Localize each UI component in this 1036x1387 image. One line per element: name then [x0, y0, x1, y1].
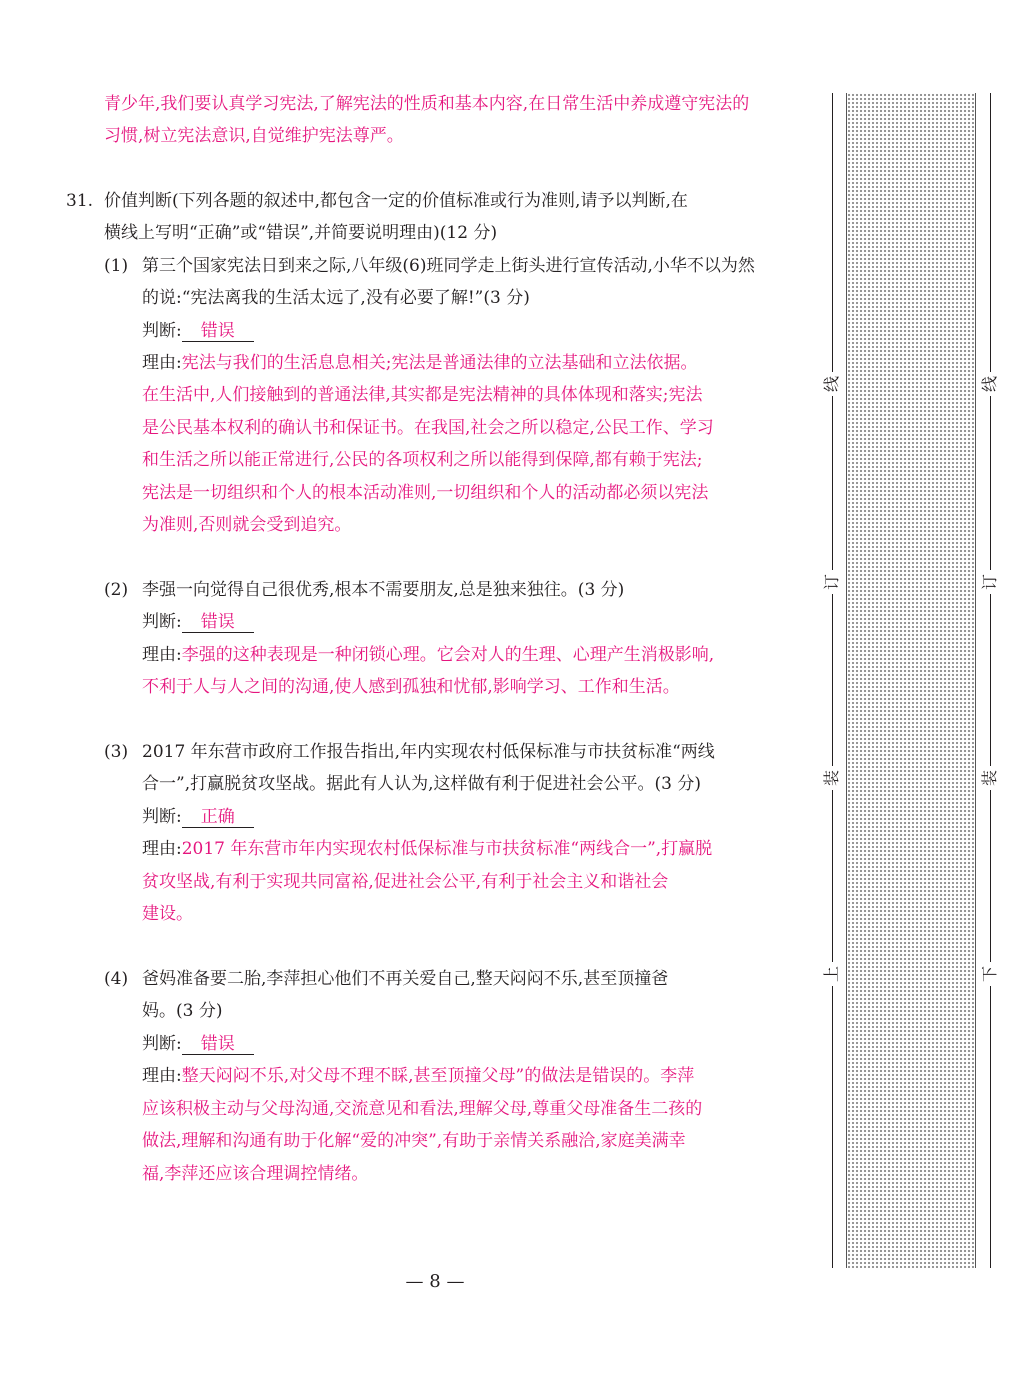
part-3-stem-line-1: 2017 年东营市政府工作报告指出,年内实现农村低保标准与市扶贫标准“两线: [142, 742, 715, 762]
part-4-id: (4): [104, 969, 129, 989]
part-1-id: (1): [104, 256, 129, 276]
part-4-judgment: 错误: [182, 1034, 254, 1055]
part-4-reason-line-4: 福,李萍还应该合理调控情绪。: [142, 1164, 369, 1184]
part-1-judgment: 错误: [182, 321, 254, 342]
part-3-id: (3): [104, 742, 129, 762]
part-3-judgment: 正确: [182, 807, 254, 828]
intro-line-2: 习惯,树立宪法意识,自觉维护宪法尊严。: [104, 126, 404, 146]
part-1-reason-line-6: 为准则,否则就会受到追究。: [142, 515, 352, 535]
reason-label: 理由:: [142, 645, 182, 665]
question-stem-line-2: 横线上写明“正确”或“错误”,并简要说明理由)(12 分): [104, 223, 498, 243]
part-4-stem-line-2: 妈。(3 分): [142, 1001, 223, 1021]
part-3-reason-line-3: 建设。: [142, 904, 193, 924]
part-2-reason-text-1: 李强的这种表现是一种闭锁心理。它会对人的生理、心理产生消极影响,: [181, 645, 715, 665]
part-2-reason-line-1: [142, 643, 714, 667]
part-2-reason-line-2: 不利于人与人之间的沟通,使人感到孤独和忧郁,影响学习、工作和生活。: [142, 677, 680, 697]
reason-label: 理由:: [142, 1066, 182, 1086]
binding-line-left: [832, 93, 833, 1268]
part-1-reason-line-5: 宪法是一切组织和个人的根本活动准则,一切组织和个人的活动都必须以宪法: [142, 483, 709, 503]
part-4-reason-line-2: 应该积极主动与父母沟通,交流意见和看法,理解父母,尊重父母准备生二孩的: [142, 1099, 703, 1119]
part-1-judgment-row: [142, 319, 254, 343]
part-1-reason-text-1: 宪法与我们的生活息息相关;宪法是普通法律的立法基础和立法依据。: [181, 353, 698, 373]
binding-label-right-zhuang: 装: [978, 766, 1002, 790]
part-1-stem-line-2: 的说:“宪法离我的生活太远了,没有必要了解!”(3 分): [142, 288, 530, 308]
judge-label: 判断:: [142, 321, 182, 341]
binding-label-left-ding: 订: [820, 570, 844, 594]
reason-label: 理由:: [142, 839, 182, 859]
part-3-reason-text-1: 2017 年东营市年内实现农村低保标准与市扶贫标准“两线合一”,打赢脱: [181, 839, 713, 859]
part-4-reason-text-1: 整天闷闷不乐,对父母不理不睬,甚至顶撞父母”的做法是错误的。李萍: [181, 1066, 695, 1086]
judge-label: 判断:: [142, 612, 182, 632]
part-3-reason-line-2: 贫攻坚战,有利于实现共同富裕,促进社会公平,有利于社会主义和谐社会: [142, 872, 669, 892]
binding-label-left-zhuang: 装: [820, 766, 844, 790]
binding-label-left-xian: 线: [820, 372, 844, 396]
part-1-stem-line-1: 第三个国家宪法日到来之际,八年级(6)班同学走上街头进行宣传活动,小华不以为然: [142, 256, 755, 276]
part-2-judgment-row: [142, 610, 254, 634]
part-4-stem-line-1: 爸妈准备要二胎,李萍担心他们不再关爱自己,整天闷闷不乐,甚至顶撞爸: [142, 969, 669, 989]
part-1-reason-line-4: 和生活之所以能正常进行,公民的各项权利之所以能得到保障,都有赖于宪法;: [142, 450, 703, 470]
page-number: — 8 —: [405, 1271, 465, 1292]
part-3-reason-line-1: [142, 837, 712, 861]
binding-line-right: [990, 93, 991, 1268]
judge-label: 判断:: [142, 807, 182, 827]
reason-label: 理由:: [142, 353, 182, 373]
part-2-stem-line-1: 李强一向觉得自己很优秀,根本不需要朋友,总是独来独往。(3 分): [142, 580, 625, 600]
question-number: 31.: [66, 191, 94, 211]
judge-label: 判断:: [142, 1034, 182, 1054]
question-stem-line-1: 价值判断(下列各题的叙述中,都包含一定的价值标准或行为准则,请予以判断,在: [104, 191, 688, 211]
binding-label-right-ding: 订: [978, 570, 1002, 594]
part-1-reason-line-2: 在生活中,人们接触到的普通法律,其实都是宪法精神的具体体现和落实;宪法: [142, 385, 703, 405]
part-3-stem-line-2: 合一”,打赢脱贫攻坚战。据此有人认为,这样做有利于促进社会公平。(3 分): [142, 774, 701, 794]
part-1-reason-line-3: 是公民基本权利的确认书和保证书。在我国,社会之所以稳定,公民工作、学习: [142, 418, 714, 438]
part-3-judgment-row: [142, 805, 254, 829]
part-4-judgment-row: [142, 1032, 254, 1056]
intro-line-1: 青少年,我们要认真学习宪法,了解宪法的性质和基本内容,在日常生活中养成遵守宪法的: [104, 94, 750, 114]
part-4-reason-line-3: 做法,理解和沟通有助于化解“爱的冲突”,有助于亲情关系融洽,家庭美满幸: [142, 1131, 686, 1151]
part-2-id: (2): [104, 580, 129, 600]
part-4-reason-line-1: [142, 1064, 694, 1088]
part-1-reason-line-1: [142, 351, 697, 375]
binding-hatch: [846, 93, 976, 1268]
part-2-judgment: 错误: [182, 612, 254, 633]
binding-label-left-shang: 上: [820, 962, 844, 986]
binding-label-right-xian: 线: [978, 372, 1002, 396]
binding-label-right-xia: 下: [978, 962, 1002, 986]
